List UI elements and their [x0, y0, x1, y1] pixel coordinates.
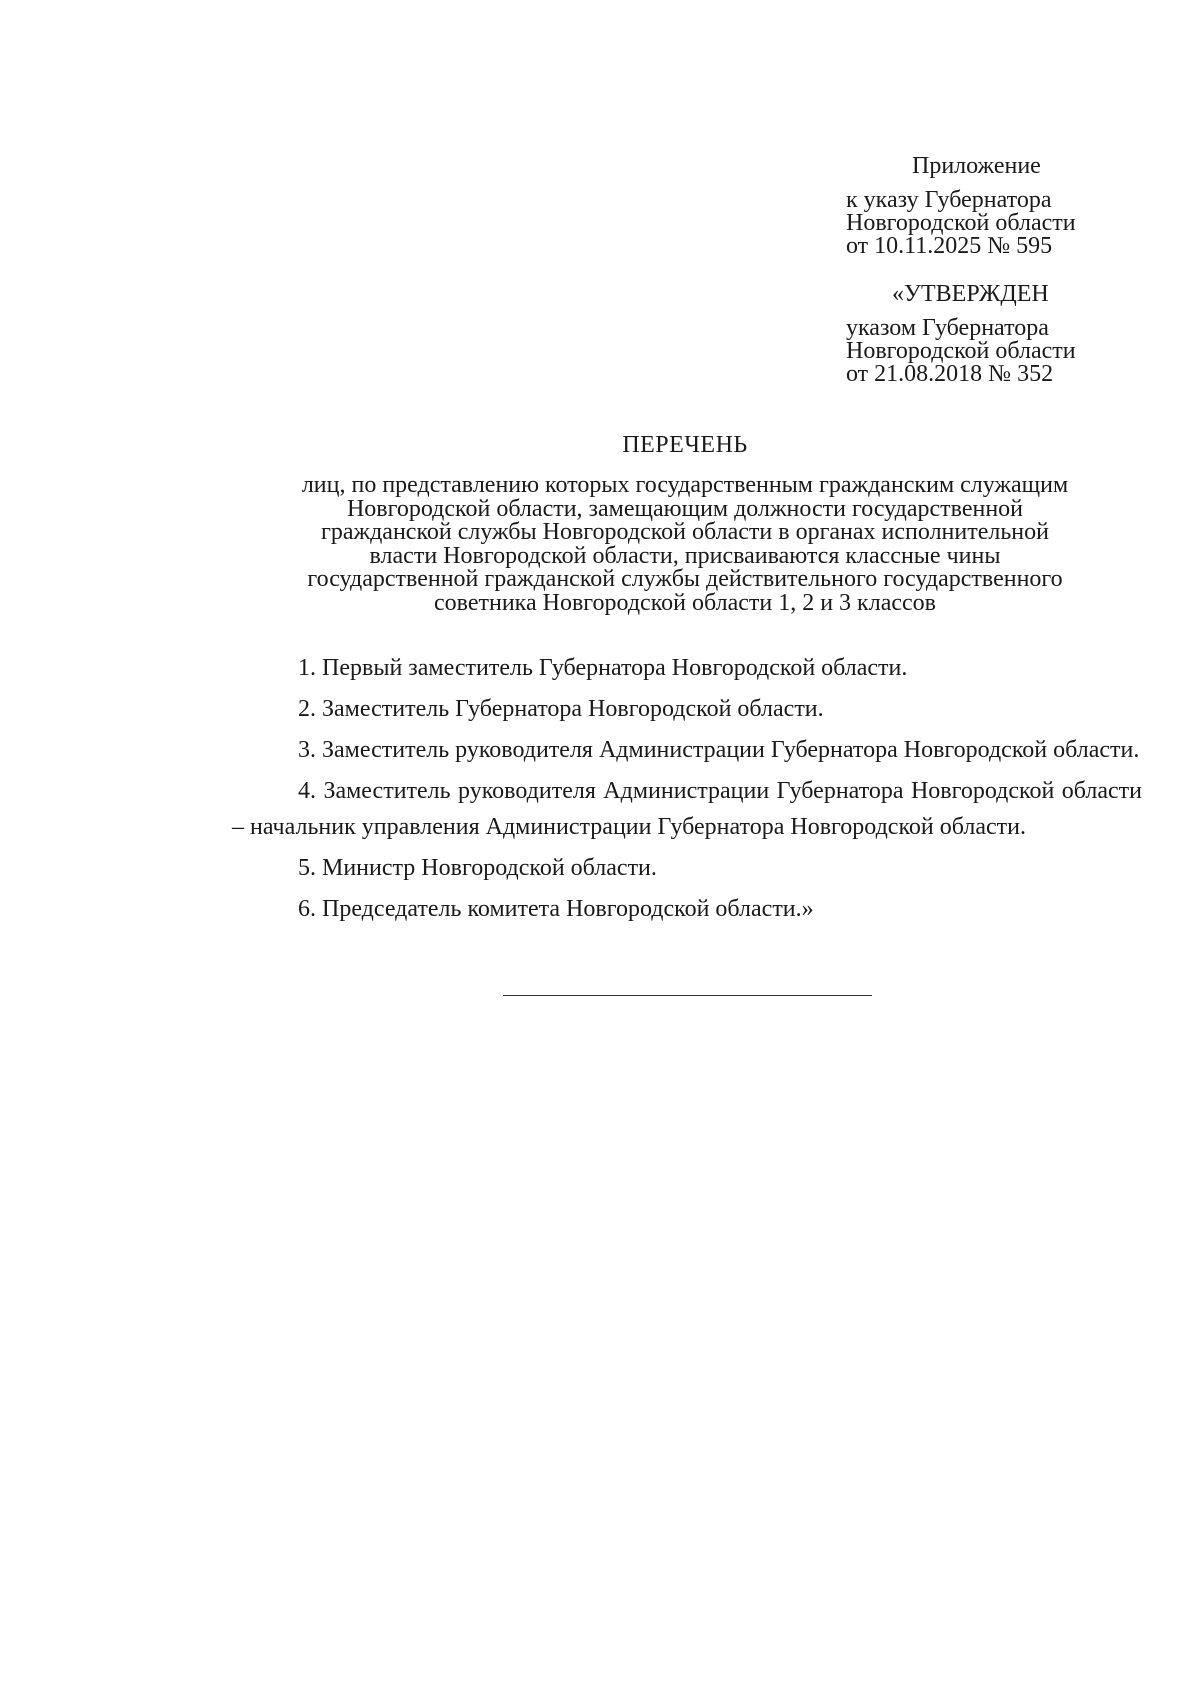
approved-block	[846, 283, 1176, 386]
list-item: 3. Заместитель руководителя Администрации Губернатора Новгородской области.	[298, 737, 1140, 763]
subtitle-line: государственной гражданской службы действительного государственного	[307, 566, 1063, 592]
list-item: 6. Председатель комитета Новгородской области.»	[298, 896, 814, 922]
attachment-heading: Приложение	[912, 153, 1041, 179]
subtitle-line: власти Новгородской области, присваиваются классные чины	[369, 542, 1001, 569]
end-divider	[503, 995, 872, 996]
attachment-block	[846, 155, 1176, 258]
list-item: 4. Заместитель руководителя Администрации Губернатора Новгородской области – начальник управления Администрации Губернатора Новгородской области.	[232, 778, 1142, 840]
subtitle-line: Новгородской области, замещающим должности государственной	[346, 495, 1024, 522]
list-item: 5. Министр Новгородской области.	[298, 855, 657, 881]
subtitle-line: советника Новгородской области 1, 2 и 3 классов	[434, 589, 936, 616]
list-item: 2. Заместитель Губернатора Новгородской области.	[298, 696, 824, 722]
approved-line: от 21.08.2018 № 352	[846, 361, 1054, 387]
subtitle-line: лиц, по представлению которых государственным гражданским служащим	[301, 472, 1069, 498]
subtitle-line: гражданской службы Новгородской области в органах исполнительной	[321, 519, 1049, 545]
list-item: 1. Первый заместитель Губернатора Новгородской области.	[298, 655, 908, 681]
approved-line: указом Губернатора	[846, 315, 1049, 341]
attachment-line: Новгородской области	[846, 210, 1076, 236]
document-title: ПЕРЕЧЕНЬ	[622, 432, 748, 458]
attachment-line: к указу Губернатора	[846, 187, 1052, 213]
approved-line: Новгородской области	[846, 338, 1076, 364]
positions-list	[232, 650, 1142, 932]
attachment-line: от 10.11.2025 № 595	[846, 233, 1053, 259]
approved-heading: «УТВЕРЖДЕН	[892, 281, 1049, 307]
document-subtitle	[240, 474, 1130, 615]
